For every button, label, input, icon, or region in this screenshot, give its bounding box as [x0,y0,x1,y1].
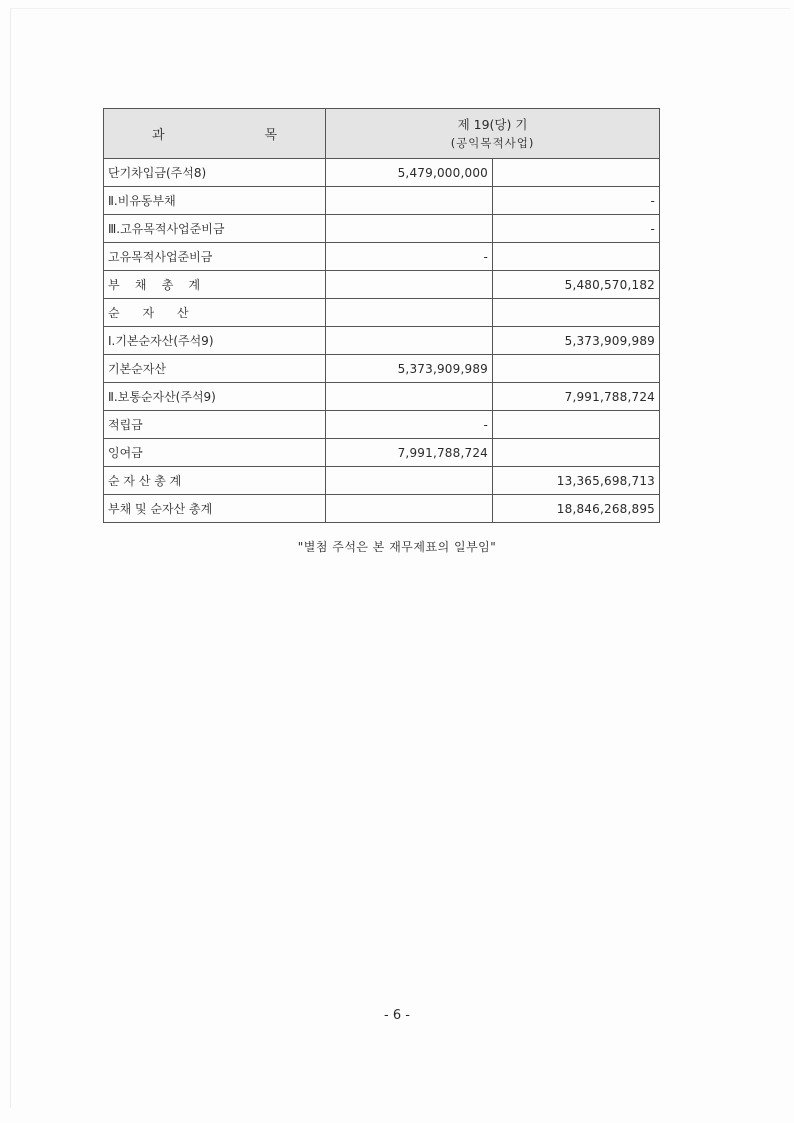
table-row [104,411,660,439]
row-sub-amount: 7,991,788,724 [326,439,493,467]
table-row [104,383,660,411]
financial-statement-table [103,108,660,523]
table-row [104,467,660,495]
row-label: Ⅱ.보통순자산(주석9) [104,383,326,411]
table-row [104,159,660,187]
row-total-amount: 5,480,570,182 [493,271,660,299]
table-row [104,495,660,523]
row-label: 잉여금 [104,439,326,467]
table-row [104,355,660,383]
page-edge-left [10,8,11,1108]
table-header-row [104,109,660,159]
footer-note: "별첨 주석은 본 재무제표의 일부임" [297,540,497,554]
row-sub-amount [326,271,493,299]
row-total-amount: - [493,215,660,243]
row-total-amount [493,439,660,467]
row-total-amount [493,355,660,383]
row-sub-amount: - [326,411,493,439]
row-label: 부 채 총 계 [104,271,326,299]
row-total-amount [493,411,660,439]
page-edge-top [10,8,790,9]
table-row [104,215,660,243]
row-total-amount: 5,373,909,989 [493,327,660,355]
row-sub-amount [326,467,493,495]
row-label: 고유목적사업준비금 [104,243,326,271]
header-period [326,109,660,159]
row-label: 순 자 산 [104,299,326,327]
table-row [104,439,660,467]
period-title: 제 19(당) 기 [457,116,528,132]
row-label: 기본순자산 [104,355,326,383]
row-total-amount: - [493,187,660,215]
row-label: Ⅲ.고유목적사업준비금 [104,215,326,243]
row-sub-amount [326,215,493,243]
header-subject-right: 목 [264,128,277,143]
row-total-amount: 18,846,268,895 [493,495,660,523]
row-label: 부채 및 순자산 총계 [104,495,326,523]
row-sub-amount: 5,479,000,000 [326,159,493,187]
row-label: 단기차입금(주석8) [104,159,326,187]
period-subtitle: (공익목적사업) [450,135,535,150]
header-subject-left: 과 [152,128,165,143]
row-label: 순 자 산 총 계 [104,467,326,495]
page-number: - 6 - [384,1008,410,1023]
row-label: Ⅱ.비유동부채 [104,187,326,215]
table-row [104,271,660,299]
row-sub-amount: 5,373,909,989 [326,355,493,383]
row-sub-amount [326,299,493,327]
table-row [104,327,660,355]
row-label: Ⅰ.기본순자산(주석9) [104,327,326,355]
row-total-amount [493,159,660,187]
row-sub-amount [326,187,493,215]
row-total-amount [493,243,660,271]
row-sub-amount [326,327,493,355]
table-row [104,187,660,215]
row-total-amount: 13,365,698,713 [493,467,660,495]
table-row [104,243,660,271]
row-total-amount [493,299,660,327]
row-sub-amount [326,383,493,411]
row-label: 적립금 [104,411,326,439]
row-sub-amount [326,495,493,523]
row-total-amount: 7,991,788,724 [493,383,660,411]
row-sub-amount: - [326,243,493,271]
table-row [104,299,660,327]
header-subject [104,109,326,159]
